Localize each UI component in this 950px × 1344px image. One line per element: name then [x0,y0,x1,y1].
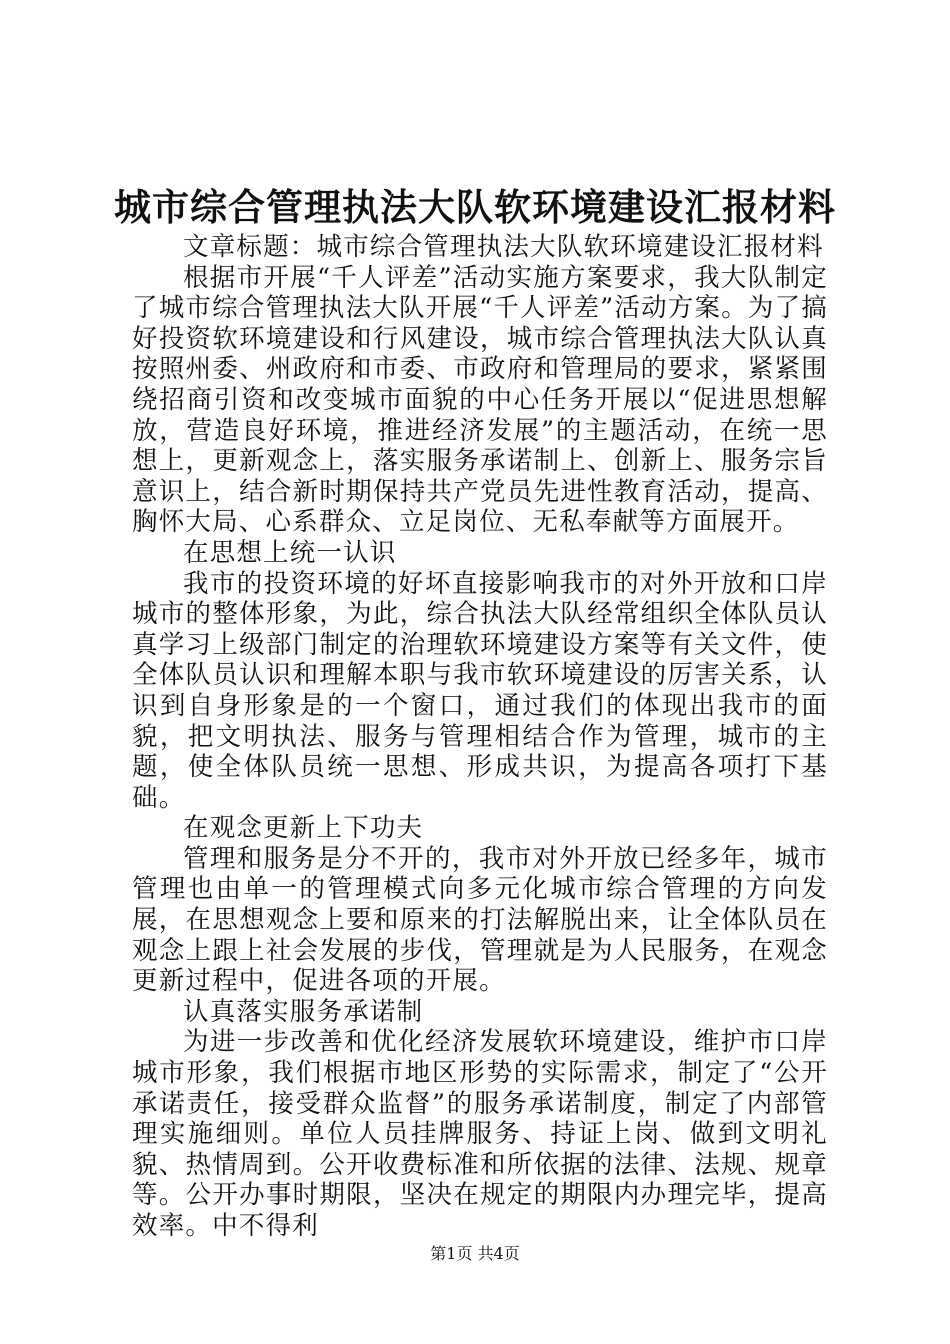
paragraph-commitment: 为进一步改善和优化经济发展软环境建设，维护市口岸城市形象，我们根据市地区形势的实际需求，制定了“公开承诺责任，接受群众监督”的服务承诺制度，制定了内部管理实施细则。单位人员挂牌服务、持证上岗、做到文明礼貌、热情周到。公开收费标准和所依据的法律、法规、规章等。公开办事时期限，坚决在规定的期限内办理完毕，提高效率。中不得利 [132,1027,828,1241]
page-footer: 第1页 共4页 [430,1244,520,1263]
article-title-line: 文章标题：城市综合管理执法大队软环境建设汇报材料 [183,232,824,262]
section-heading-thinking: 在思想上统一认识 [183,537,397,568]
paragraph-thinking: 我市的投资环境的好坏直接影响我市的对外开放和口岸城市的整体形象，为此，综合执法大队经常组织全体队员认真学习上级部门制定的治理软环境建设方案等有关文件，使全体队员认识和理解本职与我市软环境建设的厉害关系，认识到自身形象是的一个窗口，通过我们的体现出我市的面貌，把文明执法、服务与管理相结合作为管理，城市的主题，使全体队员统一思想、形成共识，为提高各项打下基础。 [132,568,828,813]
section-heading-concept: 在观念更新上下功夫 [183,813,424,844]
paragraph-intro: 根据市开展“千人评差”活动实施方案要求，我大队制定了城市综合管理执法大队开展“千人评差”活动方案。为了搞好投资软环境建设和行风建设，城市综合管理执法大队认真按照州委、州政府和市委、市政府和管理局的要求，紧紧围绕招商引资和改变城市面貌的中心任务开展以“促进思想解放，营造良好环境，推进经济发展”的主题活动，在统一思想上，更新观念上，落实服务承诺制上、创新上、服务宗旨意识上，结合新时期保持共产党员先进性教育活动，提高、胸怀大局、心系群众、立足岗位、无私奉献等方面展开。 [132,262,828,538]
paragraph-concept: 管理和服务是分不开的，我市对外开放已经多年，城市管理也由单一的管理模式向多元化城市综合管理的方向发展，在思想观念上要和原来的打法解脱出来，让全体队员在观念上跟上社会发展的步伐，管理就是为人民服务，在观念更新过程中，促进各项的开展。 [132,843,828,997]
section-heading-commitment: 认真落实服务承诺制 [183,996,424,1027]
document-body [132,232,828,1242]
document-title: 城市综合管理执法大队软环境建设汇报材料 [114,185,836,229]
